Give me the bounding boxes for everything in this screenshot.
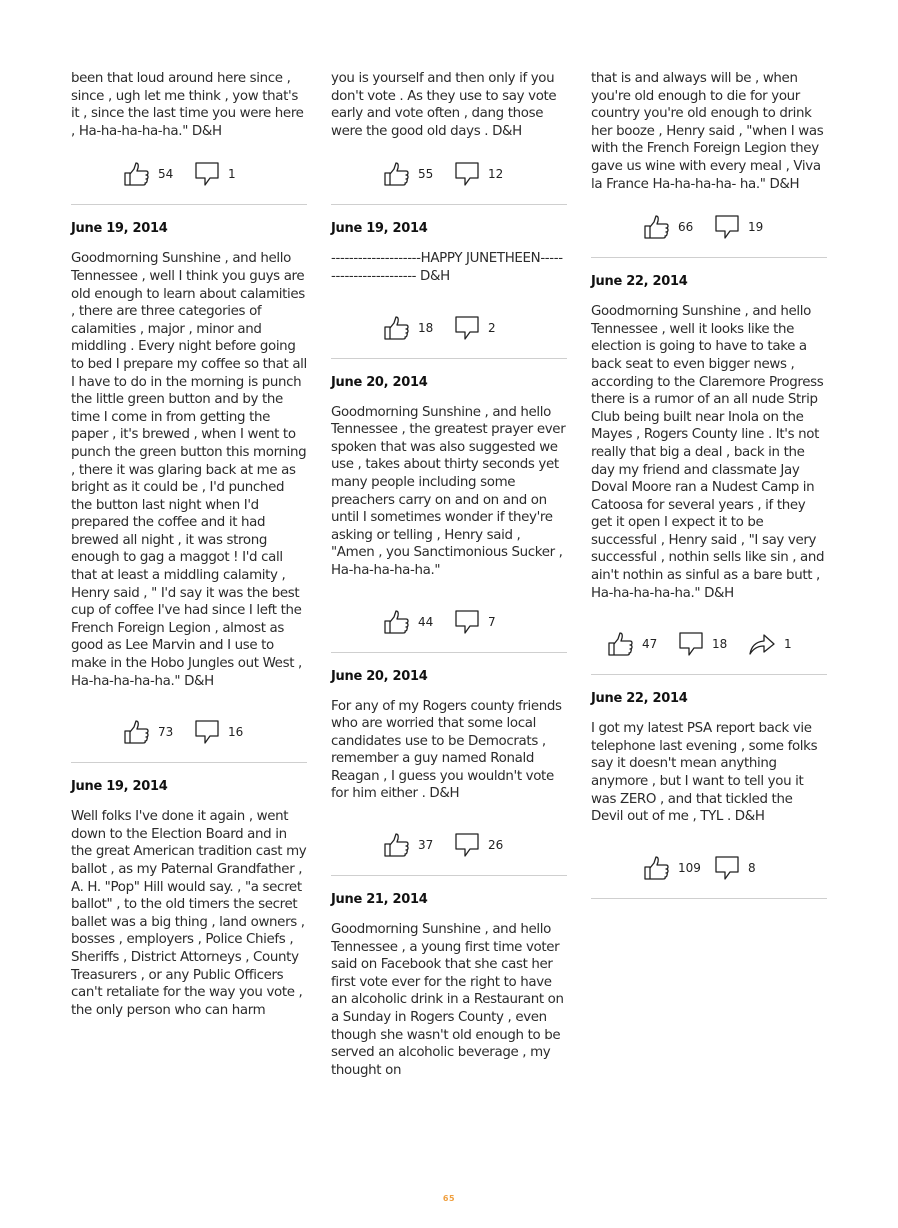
like-button[interactable] [124, 720, 184, 744]
comment-button[interactable] [454, 315, 514, 341]
post-text: For any of my Rogers county friends who are worried that some local candidates use to be Democrats , remember a guy named Ronald Reagan , I guess you wouldn't vote for him either . D&H [331, 698, 562, 802]
post [331, 221, 567, 358]
like-button[interactable] [384, 610, 444, 634]
share-icon [748, 632, 776, 656]
thumbs-up-icon [384, 833, 410, 857]
thumbs-up-icon [608, 632, 634, 656]
post [591, 274, 827, 675]
divider [591, 257, 827, 258]
post [71, 779, 307, 1019]
like-count: 109 [678, 860, 701, 875]
comment-icon [454, 315, 480, 341]
thumbs-up-icon [124, 162, 150, 186]
comment-count: 16 [228, 725, 244, 740]
post-actions [71, 158, 307, 190]
like-button[interactable] [644, 856, 704, 880]
thumbs-up-icon [124, 720, 150, 744]
divider [331, 652, 567, 653]
post-actions [71, 716, 307, 748]
column-2 [331, 70, 567, 1079]
thumbs-up-icon [644, 215, 670, 239]
comment-button[interactable] [194, 161, 254, 187]
post-actions [331, 606, 567, 638]
comment-button[interactable] [714, 855, 774, 881]
post-actions [331, 158, 567, 190]
like-button[interactable] [384, 162, 444, 186]
comment-icon [454, 161, 480, 187]
post-text: Goodmorning Sunshine , and hello Tennessee , the greatest prayer ever spoken that was also suggested we use , takes about thirty seconds yet many people including some preachers carry on and on and on until I sometimes wonder if they're asking or telling , Henry said , "Amen , you Sanctimonious Sucker , Ha-ha-ha-ha-ha." [331, 404, 566, 578]
like-count: 37 [418, 838, 434, 853]
post-date: June 19, 2014 [331, 221, 428, 237]
column-1 [71, 70, 307, 1019]
divider [331, 875, 567, 876]
comment-button[interactable] [454, 609, 514, 635]
post-text: Goodmorning Sunshine , and hello Tennessee , a young first time voter said on Facebook that she cast her first vote ever for the right to have an alcoholic drink in a Restaurant on a Sunday in Rogers County , even though she wasn't old enough to be served an alcoholic beverage , my thought on [331, 922, 564, 1078]
comment-icon [454, 609, 480, 635]
like-count: 18 [418, 320, 434, 335]
post-text: been that loud around here since , since , ugh let me think , yow that's it , since the last time you were here , Ha-ha-ha-ha-ha." D&H [71, 71, 304, 139]
comment-icon [454, 832, 480, 858]
post-date: June 20, 2014 [331, 374, 428, 390]
post-date: June 20, 2014 [331, 668, 428, 684]
comment-count: 26 [488, 838, 504, 853]
comment-button[interactable] [454, 161, 514, 187]
comment-count: 1 [228, 167, 236, 182]
like-button[interactable] [124, 162, 184, 186]
post-date: June 22, 2014 [591, 691, 688, 707]
post-date: June 19, 2014 [71, 221, 168, 237]
post-text: that is and always will be , when you're old enough to die for your country you're old enough to drink her booze , Henry said , "when I was with the French Foreign Legion they gave us wine with every meal , Viva la France Ha-ha-ha-ha- ha." D&H [591, 71, 824, 192]
like-button[interactable] [384, 833, 444, 857]
post-actions [591, 211, 827, 243]
divider [331, 358, 567, 359]
post [331, 669, 567, 877]
like-count: 44 [418, 614, 434, 629]
divider [71, 204, 307, 205]
like-count: 47 [642, 637, 658, 652]
post [71, 221, 307, 763]
comment-count: 8 [748, 860, 756, 875]
post-date: June 22, 2014 [591, 274, 688, 290]
comment-icon [714, 855, 740, 881]
post-date: June 19, 2014 [71, 779, 168, 795]
comment-count: 19 [748, 220, 764, 235]
share-count: 1 [784, 637, 792, 652]
thumbs-up-icon [644, 856, 670, 880]
post [591, 691, 827, 899]
comment-icon [678, 631, 704, 657]
post-actions [591, 852, 827, 884]
column-3 [591, 70, 827, 899]
comment-count: 7 [488, 614, 496, 629]
divider [591, 674, 827, 675]
post-text: you is yourself and then only if you don't vote . As they use to say vote early and vote often , dang those were the good old days . D&H [331, 71, 557, 139]
post-text: Goodmorning Sunshine , and hello Tennessee , well it looks like the election is going to have to take a back seat to even bigger news , according to the Claremore Progress there is a rumor of an all nude Strip Club being built near Inola on the Mayes , Rogers County line . It's not really that big a deal , back in the day my friend and classmate Jay Doval Moore ran a Nudest Camp in Catoosa for several years , if they get it open I expect it to be successful , Henry said , "I say very successful , nothin sells like sin , and ain't nothin as sinful as a bare butt , Ha-ha-ha-ha-ha." D&H [591, 304, 825, 601]
post-text: I got my latest PSA report back vie telephone last evening , some folks say it doesn't mean anything anymore , but I want to tell you it was ZERO , and that tickled the Devil out of me , TYL . D&H [591, 721, 818, 825]
post-date: June 21, 2014 [331, 892, 428, 908]
like-button[interactable] [644, 215, 704, 239]
comment-button[interactable] [194, 719, 254, 745]
post-text: Goodmorning Sunshine , and hello Tennessee , well I think you guys are old enough to learn about calamities , there are three categories of calamities , major , minor and middling . Every night before going to bed I prepare my coffee so that all I have to do in the morning is punch the little green button and by the time I come in from getting the paper , it's brewed , when I went to punch the green button this morning , there it was glaring back at me as bright as it could be , I'd punched the button last night when I'd prepared the coffee and it had brewed all night , it was strong enough to gag a maggot ! I'd call that at least a middling calamity , Henry said , " I'd say it was the best cup of coffee I've had since I left the French Foreign Legion , almost as good as Lee Marvin and I use to make in the Hobo Jungles out West , Ha-ha-ha-ha-ha." D&H [71, 251, 307, 689]
post-text: Well folks I've done it again , went down to the Election Board and in the great American tradition cast my ballot , as my Paternal Grandfather , A. H. "Pop" Hill would say. , "a secret ballot" , to the old timers the secret ballet was a big thing , land owners , bosses , employers , Police Chiefs , Sheriffs , District Attorneys , County Treasurers , or any Public Officers can't retaliate for the way you vote , the only person who can harm [71, 809, 307, 1018]
post-text: --------------------HAPPY JUNETHEEN------------------------ D&H [331, 251, 563, 284]
like-button[interactable] [384, 316, 444, 340]
comment-count: 12 [488, 167, 504, 182]
comment-button[interactable] [454, 832, 514, 858]
post-actions [591, 628, 827, 660]
like-count: 73 [158, 725, 174, 740]
post [331, 375, 567, 653]
comment-button[interactable] [714, 214, 774, 240]
thumbs-up-icon [384, 162, 410, 186]
divider [331, 204, 567, 205]
thumbs-up-icon [384, 316, 410, 340]
divider [71, 762, 307, 763]
post-actions [331, 312, 567, 344]
like-count: 55 [418, 167, 434, 182]
divider [591, 898, 827, 899]
comment-icon [194, 719, 220, 745]
like-button[interactable] [608, 632, 668, 656]
like-count: 66 [678, 220, 694, 235]
post [331, 892, 567, 1079]
post-actions [331, 829, 567, 861]
comment-icon [714, 214, 740, 240]
comment-icon [194, 161, 220, 187]
comment-count: 18 [712, 637, 728, 652]
page-number: 65 [442, 1194, 456, 1203]
comment-button[interactable] [678, 631, 738, 657]
thumbs-up-icon [384, 610, 410, 634]
comment-count: 2 [488, 320, 496, 335]
like-count: 54 [158, 167, 174, 182]
share-button[interactable] [748, 632, 810, 656]
